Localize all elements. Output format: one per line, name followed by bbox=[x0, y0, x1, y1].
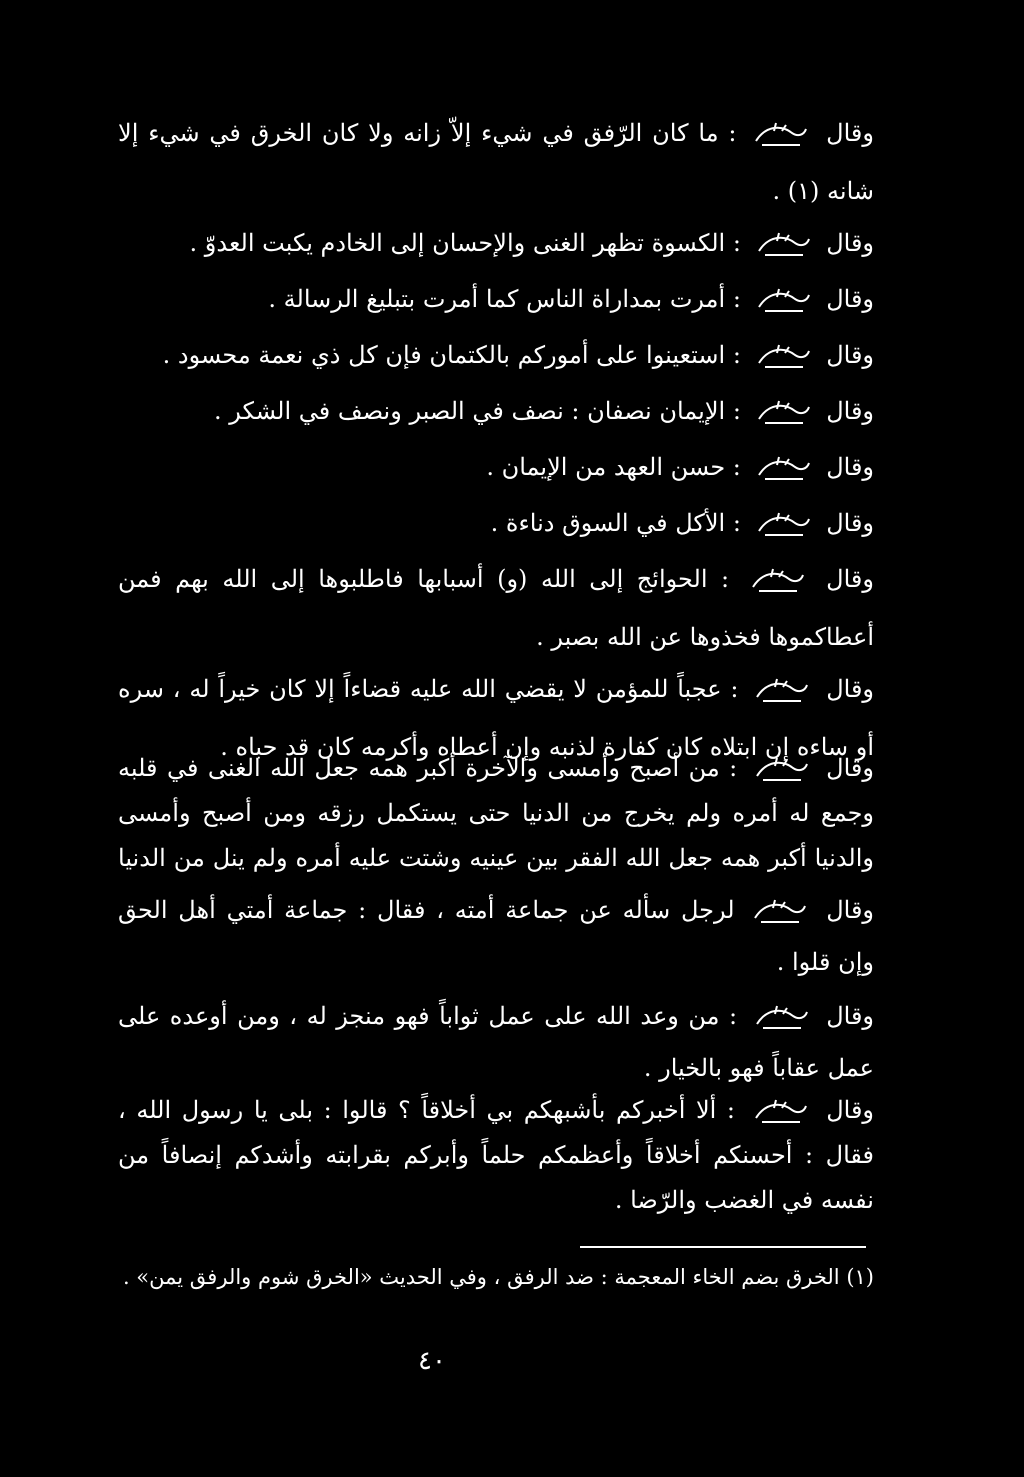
paragraph-text: : الأكل في السوق دناءة . bbox=[490, 509, 741, 537]
hadith-paragraph-2 bbox=[118, 214, 874, 272]
paragraph-text: : الإيمان نصفان : نصف في الصبر ونصف في الشكر . bbox=[214, 397, 741, 425]
salla-ligature-icon bbox=[753, 675, 811, 707]
salla-ligature-icon bbox=[755, 509, 813, 541]
salla-ligature-icon bbox=[755, 229, 813, 261]
salla-ligature-icon bbox=[749, 565, 807, 597]
hadith-paragraph-7 bbox=[118, 494, 874, 552]
salla-ligature-icon bbox=[755, 285, 813, 317]
salla-ligature-icon bbox=[755, 453, 813, 485]
paragraph-lead: وقال bbox=[826, 1002, 874, 1030]
salla-ligature-icon bbox=[752, 1096, 810, 1128]
paragraph-text: : عجباً للمؤمن لا يقضي الله عليه قضاءاً إلا كان خيراً له ، سره أو ساءه إن ابتلاه كان كفارة لذنبه وإن أعطاه وأكرمه كان قد حباه . bbox=[118, 675, 874, 761]
paragraph-lead: وقال bbox=[826, 675, 874, 703]
salla-ligature-icon bbox=[755, 341, 813, 373]
hadith-paragraph-1 bbox=[118, 104, 874, 220]
paragraph-lead: وقال bbox=[826, 896, 874, 924]
paragraph-lead: وقال bbox=[826, 1096, 874, 1124]
hadith-paragraph-11 bbox=[118, 884, 874, 988]
hadith-paragraph-6 bbox=[118, 438, 874, 496]
salla-ligature-icon bbox=[751, 896, 809, 928]
paragraph-lead: وقال bbox=[826, 509, 874, 537]
hadith-paragraph-3 bbox=[118, 270, 874, 328]
hadith-paragraph-12 bbox=[118, 990, 874, 1094]
paragraph-text: : الحوائج إلى الله (و) أسبابها فاطلبوها إلى الله بهم فمن أعطاكموها فخذوها عن الله بصبر . bbox=[118, 565, 874, 651]
salla-ligature-icon bbox=[753, 754, 811, 786]
paragraph-text: : من وعد الله على عمل ثواباً فهو منجز له ، ومن أوعده على عمل عقاباً فهو بالخيار . bbox=[118, 1002, 874, 1082]
paragraph-text: : من أصبح وأمسى والآخرة أكبر همه جعل الله الغنى في قلبه وجمع له أمره ولم يخرج من الدنيا حتى يستكمل رزقه ومن أصبح وأمسى والدنيا أكبر همه جعل الله الفقر بين عينيه وشتت عليه أمره ولم ينل من الدنيا bbox=[118, 754, 874, 872]
paragraph-lead: وقال bbox=[826, 119, 874, 147]
paragraph-text: : أمرت بمداراة الناس كما أمرت بتبليغ الرسالة . bbox=[268, 285, 741, 313]
hadith-paragraph-10 bbox=[118, 746, 874, 882]
paragraph-lead: وقال bbox=[826, 341, 874, 369]
paragraph-text: : ألا أخبركم بأشبهكم بي أخلاقاً ؟ قالوا : بلى يا رسول الله ، فقال : أحسنكم أخلاقاً وأعظمكم حلماً وأبركم بقرابته وأشدكم إنصافاً من نفسه في الغضب والرّضا . bbox=[118, 1096, 874, 1214]
paragraph-text: : استعينوا على أموركم بالكتمان فإن كل ذي نعمة محسود . bbox=[162, 341, 741, 369]
footnote: (١) الخرق بضم الخاء المعجمة : ضد الرفق ، وفي الحديث «الخرق شوم والرفق يمن» . bbox=[122, 1265, 874, 1289]
salla-ligature-icon bbox=[755, 397, 813, 429]
paragraph-lead: وقال bbox=[826, 397, 874, 425]
salla-ligature-icon bbox=[752, 119, 810, 151]
hadith-paragraph-8 bbox=[118, 550, 874, 666]
hadith-paragraph-4 bbox=[118, 326, 874, 384]
paragraph-lead: وقال bbox=[826, 285, 874, 313]
paragraph-text: : حسن العهد من الإيمان . bbox=[486, 453, 741, 481]
hadith-paragraph-5 bbox=[118, 382, 874, 440]
paragraph-lead: وقال bbox=[826, 565, 874, 593]
page-number: ٤٠ bbox=[418, 1346, 446, 1376]
paragraph-lead: وقال bbox=[826, 229, 874, 257]
salla-ligature-icon bbox=[753, 1002, 811, 1034]
paragraph-text: : الكسوة تظهر الغنى والإحسان إلى الخادم يكبت العدوّ . bbox=[189, 229, 741, 257]
paragraph-text: : ما كان الرّفق في شيء إلاّ زانه ولا كان الخرق في شيء إلا شانه (١) . bbox=[118, 119, 874, 205]
hadith-paragraph-13 bbox=[118, 1088, 874, 1223]
paragraph-lead: وقال bbox=[826, 453, 874, 481]
footnote-divider bbox=[580, 1246, 866, 1248]
paragraph-text: لرجل سأله عن جماعة أمته ، فقال : جماعة أمتي أهل الحق وإن قلوا . bbox=[118, 896, 874, 976]
paragraph-lead: وقال bbox=[826, 754, 874, 782]
